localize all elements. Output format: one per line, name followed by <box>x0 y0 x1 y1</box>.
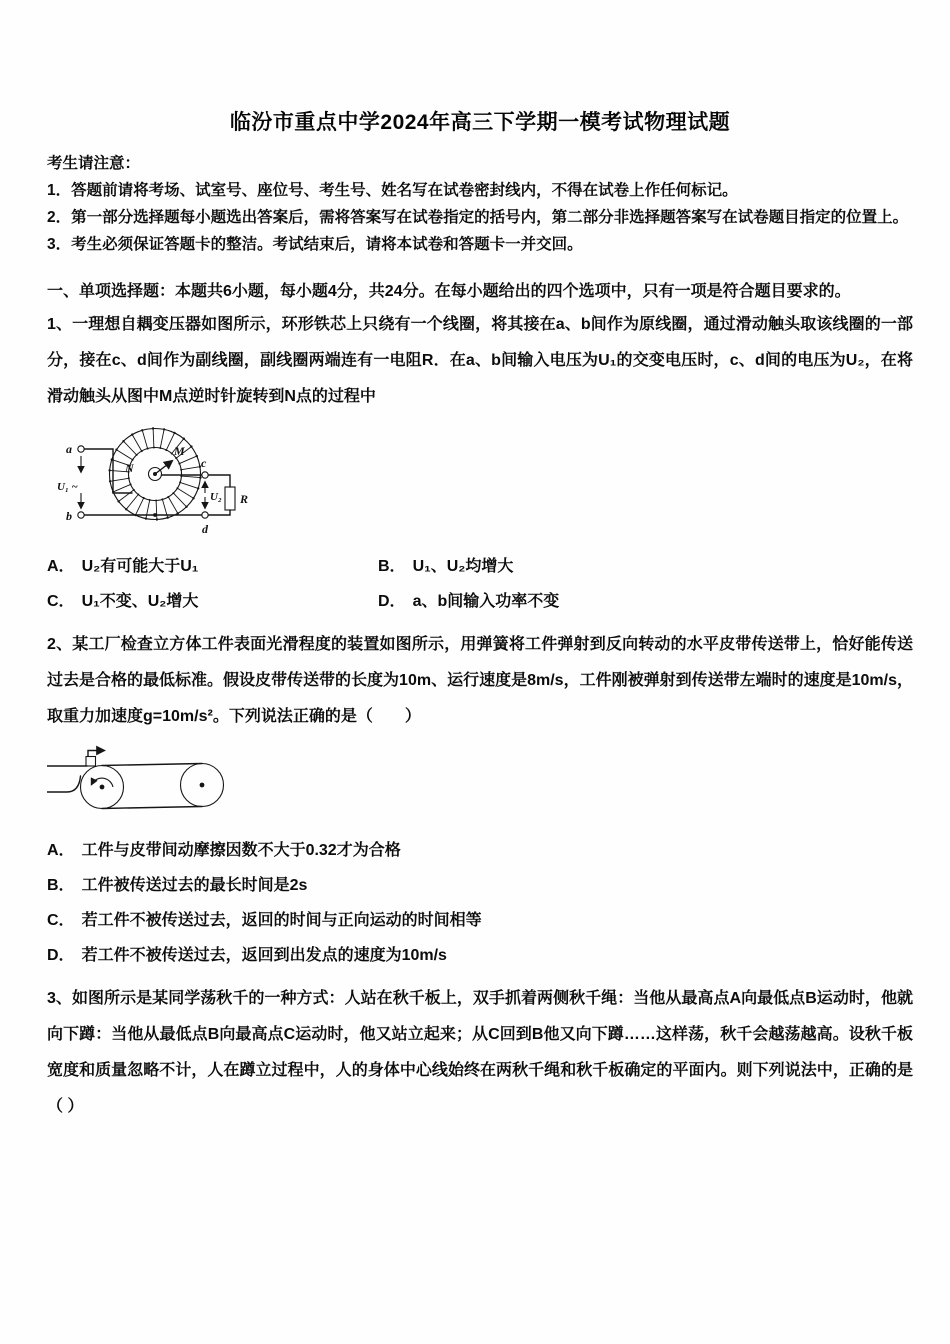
question-3-text: 3、如图所示是某同学荡秋千的一种方式：人站在秋千板上，双手抓着两侧秋千绳：当他从最高点A向最低点B运动时，他就向下蹲：当他从最低点B向最高点C运动时，他又站立起来；从C回到B他又向下蹲……这样荡，秋千会越荡越高。设秋千板宽度和质量忽略不计，人在蹲立过程中，人的身体中心线始终在两秋千绳和秋千板确定的平面内。则下列说法中，正确的是（ ） <box>47 990 913 1115</box>
option-text: U₁不变、U₂增大 <box>81 593 199 610</box>
resistor-label: R <box>240 492 249 506</box>
notice-heading: 考生请注意： <box>47 155 141 172</box>
resistor-wire-top <box>208 475 230 487</box>
option-label: C． <box>47 912 75 929</box>
option-text: U₂有可能大于U₁ <box>81 558 199 575</box>
notice-item: 3．考生必须保证答题卡的整洁。考试结束后，请将本试卷和答题卡一并交回。 <box>47 236 583 253</box>
workpiece-block <box>86 757 96 767</box>
question-1-options <box>47 557 913 611</box>
notice-item: 2．第一部分选择题每小题选出答案后，需将答案写在试卷指定的括号内，第二部分非选择题答案写在试卷题目指定的位置上。 <box>47 209 909 226</box>
option-text: 若工件不被传送过去，返回的时间与正向运动的时间相等 <box>81 912 482 929</box>
question-2 <box>47 627 913 965</box>
section-heading: 一、单项选择题：本题共6小题，每小题4分，共24分。在每小题给出的四个选项中，只有一项是符合题目要求的。 <box>47 283 851 300</box>
option-text: 若工件不被传送过去，返回到出发点的速度为10m/s <box>81 947 447 964</box>
u1-source-label: U₁ ~ <box>57 481 78 493</box>
option-label: A． <box>47 558 75 575</box>
option-text: a、b间输入功率不变 <box>412 593 560 610</box>
terminal-c-label: c <box>201 456 207 470</box>
launch-velocity-arrow <box>88 751 104 757</box>
conveyor-belt-figure <box>47 743 282 833</box>
option-d <box>378 592 913 611</box>
u2-label: U₂ <box>210 491 222 503</box>
terminal-d-label: d <box>202 522 208 536</box>
resistor-wire-bottom <box>208 510 230 515</box>
left-pulley-axle <box>100 785 105 790</box>
question-2-text: 2、某工厂检查立方体工件表面光滑程度的装置如图所示，用弹簧将工件弹射到反向转动的水平皮带传送带上，恰好能传送过去是合格的最低标准。假设皮带传送带的长度为10m、运行速度是8m/s，工件刚被弹射到传送带左端时的速度是10m/s，取重力加速度g=10m/s²。下列说法正确的是（ ） <box>47 636 913 725</box>
terminal-c-node <box>202 472 208 478</box>
option-b <box>47 876 913 895</box>
point-n-label: N <box>125 461 134 475</box>
page-content <box>47 106 913 1125</box>
option-d <box>47 946 913 965</box>
belt-bottom <box>102 807 202 809</box>
notice-list <box>47 177 913 258</box>
option-text: 工件被传送过去的最长时间是2s <box>81 877 308 894</box>
question-1-text: 1、一理想自耦变压器如图所示，环形铁芯上只绕有一个线圈，将其接在a、b间作为原线圈，通过滑动触头取该线圈的一部分，接在c、d间作为副线圈，副线圈两端连有一电阻R．在a、b间输入电压为U₁的交变电压时，c、d间的电压为U₂，在将滑动触头从图中M点逆时针旋转到N点的过程中 <box>47 316 913 405</box>
terminal-b-label: b <box>66 509 72 523</box>
terminal-b-node <box>78 512 84 518</box>
belt-top <box>102 764 202 766</box>
autotransformer-figure <box>55 419 307 549</box>
option-label: A． <box>47 842 75 859</box>
option-a <box>47 557 378 576</box>
terminal-a-node <box>78 446 84 452</box>
option-b <box>378 557 913 576</box>
point-m-label: M <box>174 444 185 458</box>
option-label: D． <box>378 593 406 610</box>
terminal-d-node <box>202 512 208 518</box>
option-a <box>47 841 913 860</box>
notice-item: 1．答题前请将考场、试室号、座位号、考生号、姓名写在试卷密封线内，不得在试卷上作任何标记。 <box>47 182 738 199</box>
question-2-options <box>47 841 913 965</box>
option-text: U₁、U₂均增大 <box>412 558 514 575</box>
question-3 <box>47 981 913 1125</box>
option-c <box>47 592 378 611</box>
option-label: D． <box>47 947 75 964</box>
platform-front-curve <box>47 776 81 792</box>
option-text: 工件与皮带间动摩擦因数不大于0.32才为合格 <box>81 842 401 859</box>
question-1 <box>47 307 913 611</box>
right-pulley-axle <box>200 783 205 788</box>
page-title: 临汾市重点中学2024年高三下学期一模考试物理试题 <box>229 111 731 134</box>
option-label: B． <box>378 558 406 575</box>
resistor-symbol <box>225 487 235 510</box>
option-c <box>47 911 913 930</box>
option-label: C． <box>47 593 75 610</box>
terminal-a-label: a <box>66 442 72 456</box>
option-label: B． <box>47 877 75 894</box>
